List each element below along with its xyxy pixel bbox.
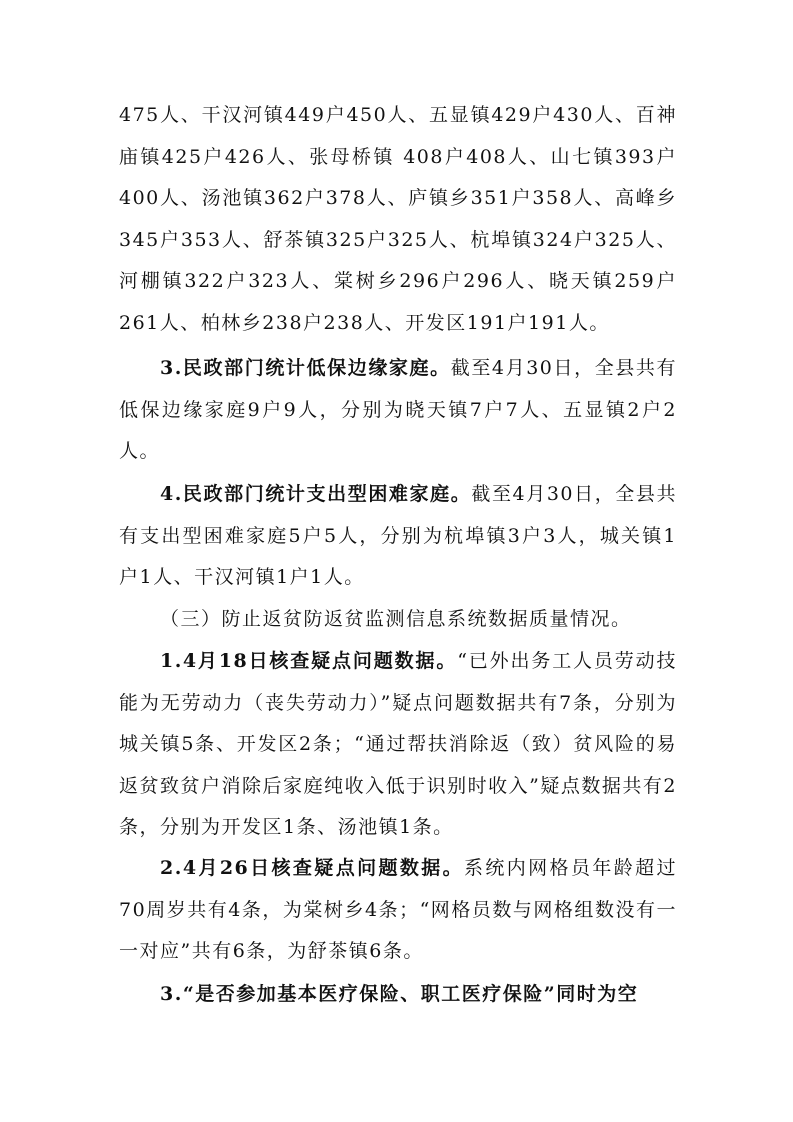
paragraph-text: 系统内网格员年龄超过70周岁共有4条，为棠树乡4条；“网格员数与网格组数没有一一对应”共有6条，为舒茶镇6条。 xyxy=(119,857,677,962)
paragraph-heading: 2.4月26日核查疑点问题数据。 xyxy=(160,857,465,879)
paragraph-heading: 3.民政部门统计低保边缘家庭。 xyxy=(160,357,451,379)
paragraph-text: “已外出务工人员劳动技能为无劳动力（丧失劳动力）”疑点问题数据共有7条，分别为城关镇5条、开发区2条；“通过帮扶消除返（致）贫风险的易返贫致贫户消除后家庭纯收入低于识别时收入”疑点数据共有2条，分别为开发区1条、汤池镇1条。 xyxy=(119,650,678,838)
paragraph-heading: 4.民政部门统计支出型困难家庭。 xyxy=(160,483,472,505)
paragraph-insurance-empty xyxy=(119,974,677,1016)
paragraph-check-april-26 xyxy=(119,848,677,973)
paragraph-text: 截至4月30日，全县共有低保边缘家庭9户9人，分别为晓天镇7户7人、五显镇2户2人。 xyxy=(119,357,677,462)
paragraph-heading: 1.4月18日核查疑点问题数据。 xyxy=(160,650,458,672)
section-heading xyxy=(119,599,677,641)
paragraph-expenditure-hardship xyxy=(119,474,677,599)
paragraph-check-april-18 xyxy=(119,641,677,849)
paragraph-town-statistics xyxy=(119,95,677,344)
section-heading-text: （三）防止返贫防返贫监测信息系统数据质量情况。 xyxy=(160,608,632,630)
paragraph-low-income-edge xyxy=(119,348,677,473)
paragraph-heading: 3.“是否参加基本医疗保险、职工医疗保险”同时为空 xyxy=(160,983,639,1005)
paragraph-text: 475人、干汉河镇449户450人、五显镇429户430人、百神庙镇425户426人、张母桥镇 408户408人、山七镇393户400人、汤池镇362户378人、庐镇乡351户358人、高峰乡345户353人、舒茶镇325户325人、杭埠镇324户325人、河棚镇322户323人、棠树乡296户296人、晓天镇259户261人、柏林乡238户238人、开发区191户191人。 xyxy=(119,104,677,334)
paragraph-text: 截至4月30日，全县共有支出型困难家庭5户5人，分别为杭埠镇3户3人，城关镇1户1人、干汉河镇1户1人。 xyxy=(119,483,678,588)
